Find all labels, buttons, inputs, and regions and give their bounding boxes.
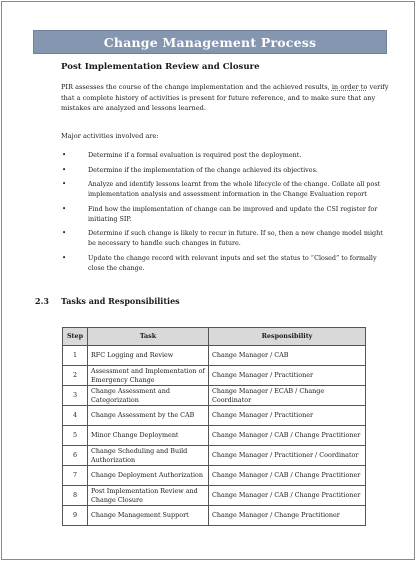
- table-header-row: [63, 328, 366, 346]
- bullet-icon: •: [62, 204, 67, 213]
- list-item-text: Determine if a formal evaluation is required post the deployment.: [88, 151, 302, 159]
- table-row: [63, 366, 366, 386]
- document-page: [1, 1, 415, 560]
- table-row: [63, 426, 366, 446]
- task-cell: Change Deployment Authorization: [88, 466, 209, 486]
- task-cell: Change Management Support: [88, 506, 209, 526]
- step-cell: 3: [63, 386, 88, 406]
- responsibility-cell: Change Manager / ECAB / Change Coordinator: [209, 386, 366, 406]
- table-row: [63, 486, 366, 506]
- list-item: [62, 228, 392, 248]
- step-cell: 6: [63, 446, 88, 466]
- bullet-icon: •: [62, 165, 67, 174]
- list-item-text: Find how the implementation of change can be improved and update the CSI register for initiating SIP.: [88, 204, 378, 223]
- step-cell: 9: [63, 506, 88, 526]
- table-row: [63, 506, 366, 526]
- responsibility-cell: Change Manager / CAB: [209, 346, 366, 366]
- table-row: [63, 386, 366, 406]
- section-number: 2.3: [35, 296, 49, 306]
- step-cell: 2: [63, 366, 88, 386]
- list-item-text: Analyze and identify lessons learnt from the whole lifecycle of the change. Collate all post implementation analysis and assessment information in the Change Evaluation report: [88, 180, 381, 198]
- title-banner: [33, 30, 387, 54]
- column-header-step: Step: [63, 328, 88, 346]
- task-cell: Assessment and Implementation of Emergency Change: [88, 366, 209, 386]
- table-row: [63, 466, 366, 486]
- list-item: [62, 150, 392, 160]
- list-item-text: Update the change record with relevant inputs and set the status to “Closed” to formally close the change.: [88, 253, 377, 272]
- bullet-icon: •: [62, 229, 67, 237]
- column-header-responsibility: Responsibility: [209, 328, 366, 346]
- table-row: [63, 446, 366, 466]
- activities-list: [62, 150, 392, 277]
- activities-label: Major activities involved are:: [61, 132, 159, 140]
- list-item: [62, 179, 392, 199]
- table-row: [63, 346, 366, 366]
- section-heading: Post Implementation Review and Closure: [61, 62, 260, 72]
- task-cell: Change Scheduling and Build Authorization: [88, 446, 209, 466]
- task-cell: Change Assessment and Categorization: [88, 386, 209, 406]
- list-item-text: Determine if the implementation of the change achieved its objectives.: [88, 165, 318, 174]
- task-cell: Change Assessment by the CAB: [88, 406, 209, 426]
- bullet-icon: •: [62, 253, 67, 262]
- column-header-task: Task: [88, 328, 209, 346]
- table-row: [63, 406, 366, 426]
- step-cell: 5: [63, 426, 88, 446]
- intro-text-end: verify that a complete history of activities is present for future reference, and to make sure that any mistakes are analyzed and lessons learned.: [61, 83, 389, 113]
- list-item-text: Determine if such change is likely to recur in future. If so, then a new change model might be necessary to handle such changes in future.: [88, 229, 383, 247]
- list-item: [62, 165, 392, 175]
- responsibility-table: [62, 327, 366, 526]
- section-title: Tasks and Responsibilities: [61, 296, 180, 306]
- step-cell: 7: [63, 466, 88, 486]
- responsibility-cell: Change Manager / CAB / Change Practitioner: [209, 486, 366, 506]
- page-title: Change Management Process: [103, 34, 317, 50]
- responsibility-cell: Change Manager / Practitioner / Coordinator: [209, 446, 366, 466]
- responsibility-cell: Change Manager / Practitioner: [209, 366, 366, 386]
- intro-paragraph: [61, 82, 396, 114]
- list-item: [62, 204, 392, 224]
- task-cell: RFC Logging and Review: [88, 346, 209, 366]
- responsibility-cell: Change Manager / Change Practitioner: [209, 506, 366, 526]
- responsibility-cell: Change Manager / CAB / Change Practitioner: [209, 466, 366, 486]
- list-item: [62, 253, 392, 273]
- step-cell: 1: [63, 346, 88, 366]
- bullet-icon: •: [62, 180, 67, 188]
- task-cell: Post Implementation Review and Change Closure: [88, 486, 209, 506]
- bullet-icon: •: [62, 151, 67, 159]
- step-cell: 4: [63, 406, 88, 426]
- responsibility-cell: Change Manager / Practitioner: [209, 406, 366, 426]
- grammar-flagged-text[interactable]: in order to: [331, 83, 368, 91]
- task-cell: Minor Change Deployment: [88, 426, 209, 446]
- responsibility-cell: Change Manager / CAB / Change Practitioner: [209, 426, 366, 446]
- step-cell: 8: [63, 486, 88, 506]
- intro-text-start: PIR assesses the course of the change implementation and the achieved results,: [61, 83, 332, 91]
